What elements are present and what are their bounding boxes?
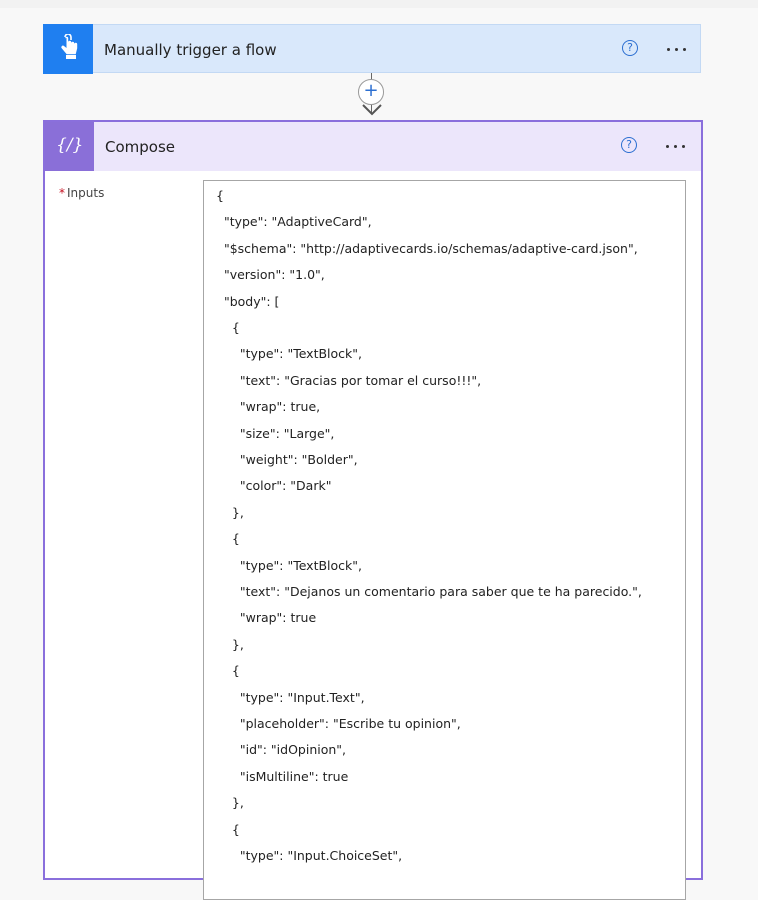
code-line: "text": "Gracias por tomar el curso!!!", <box>216 372 482 388</box>
curly-braces-icon: {∕} <box>56 135 84 155</box>
top-strip <box>0 0 758 8</box>
code-line: "wrap": true <box>216 610 317 626</box>
trigger-icon-box <box>43 24 93 74</box>
code-line: { <box>216 320 240 335</box>
code-line: "size": "Large", <box>216 425 335 441</box>
compose-title[interactable]: Compose <box>105 138 176 156</box>
code-line: "type": "Input.Text", <box>216 689 365 705</box>
code-line: { <box>216 663 240 679</box>
help-icon[interactable]: ? <box>621 137 637 153</box>
compose-icon-box <box>45 122 94 171</box>
inputs-code-editor[interactable] <box>203 180 686 900</box>
code-line: "version": "1.0", <box>216 267 325 283</box>
code-line: "type": "TextBlock", <box>216 557 363 573</box>
compose-header[interactable] <box>45 122 701 171</box>
code-line: { <box>216 188 224 203</box>
arrow-down-icon <box>361 103 383 117</box>
code-line: "wrap": true, <box>216 399 321 415</box>
compose-card <box>43 120 703 880</box>
inputs-label <box>59 186 104 200</box>
touch-hand-icon <box>56 34 80 62</box>
code-line: "type": "Input.ChoiceSet", <box>216 848 403 863</box>
code-line: "type": "AdaptiveCard", <box>216 214 372 230</box>
code-line: "id": "idOpinion", <box>216 742 347 758</box>
code-line: "weight": "Bolder", <box>216 452 358 467</box>
code-line: "color": "Dark" <box>216 478 332 494</box>
code-line: "text": "Dejanos un comentario para saber que te ha parecido.", <box>216 584 642 599</box>
code-line: { <box>216 531 240 547</box>
more-options-icon[interactable] <box>665 44 689 54</box>
code-line: "placeholder": "Escribe tu opinion", <box>216 716 461 731</box>
code-line: }, <box>216 504 244 520</box>
trigger-card[interactable] <box>43 24 701 73</box>
inputs-label-text: Inputs <box>67 186 105 200</box>
code-line: "$schema": "http://adaptivecards.io/schemas/adaptive-card.json", <box>216 240 638 256</box>
code-line: }, <box>216 636 244 652</box>
code-line: }, <box>216 795 244 811</box>
help-icon[interactable]: ? <box>622 40 638 56</box>
code-line: "isMultiline": true <box>216 768 349 784</box>
code-line: "body": [ <box>216 293 280 309</box>
more-options-icon[interactable] <box>664 141 688 151</box>
code-line: { <box>216 821 240 837</box>
required-asterisk: * <box>59 186 65 200</box>
code-line: "type": "TextBlock", <box>216 346 363 362</box>
trigger-title[interactable]: Manually trigger a flow <box>104 41 277 59</box>
add-step-button[interactable]: + <box>358 79 384 105</box>
